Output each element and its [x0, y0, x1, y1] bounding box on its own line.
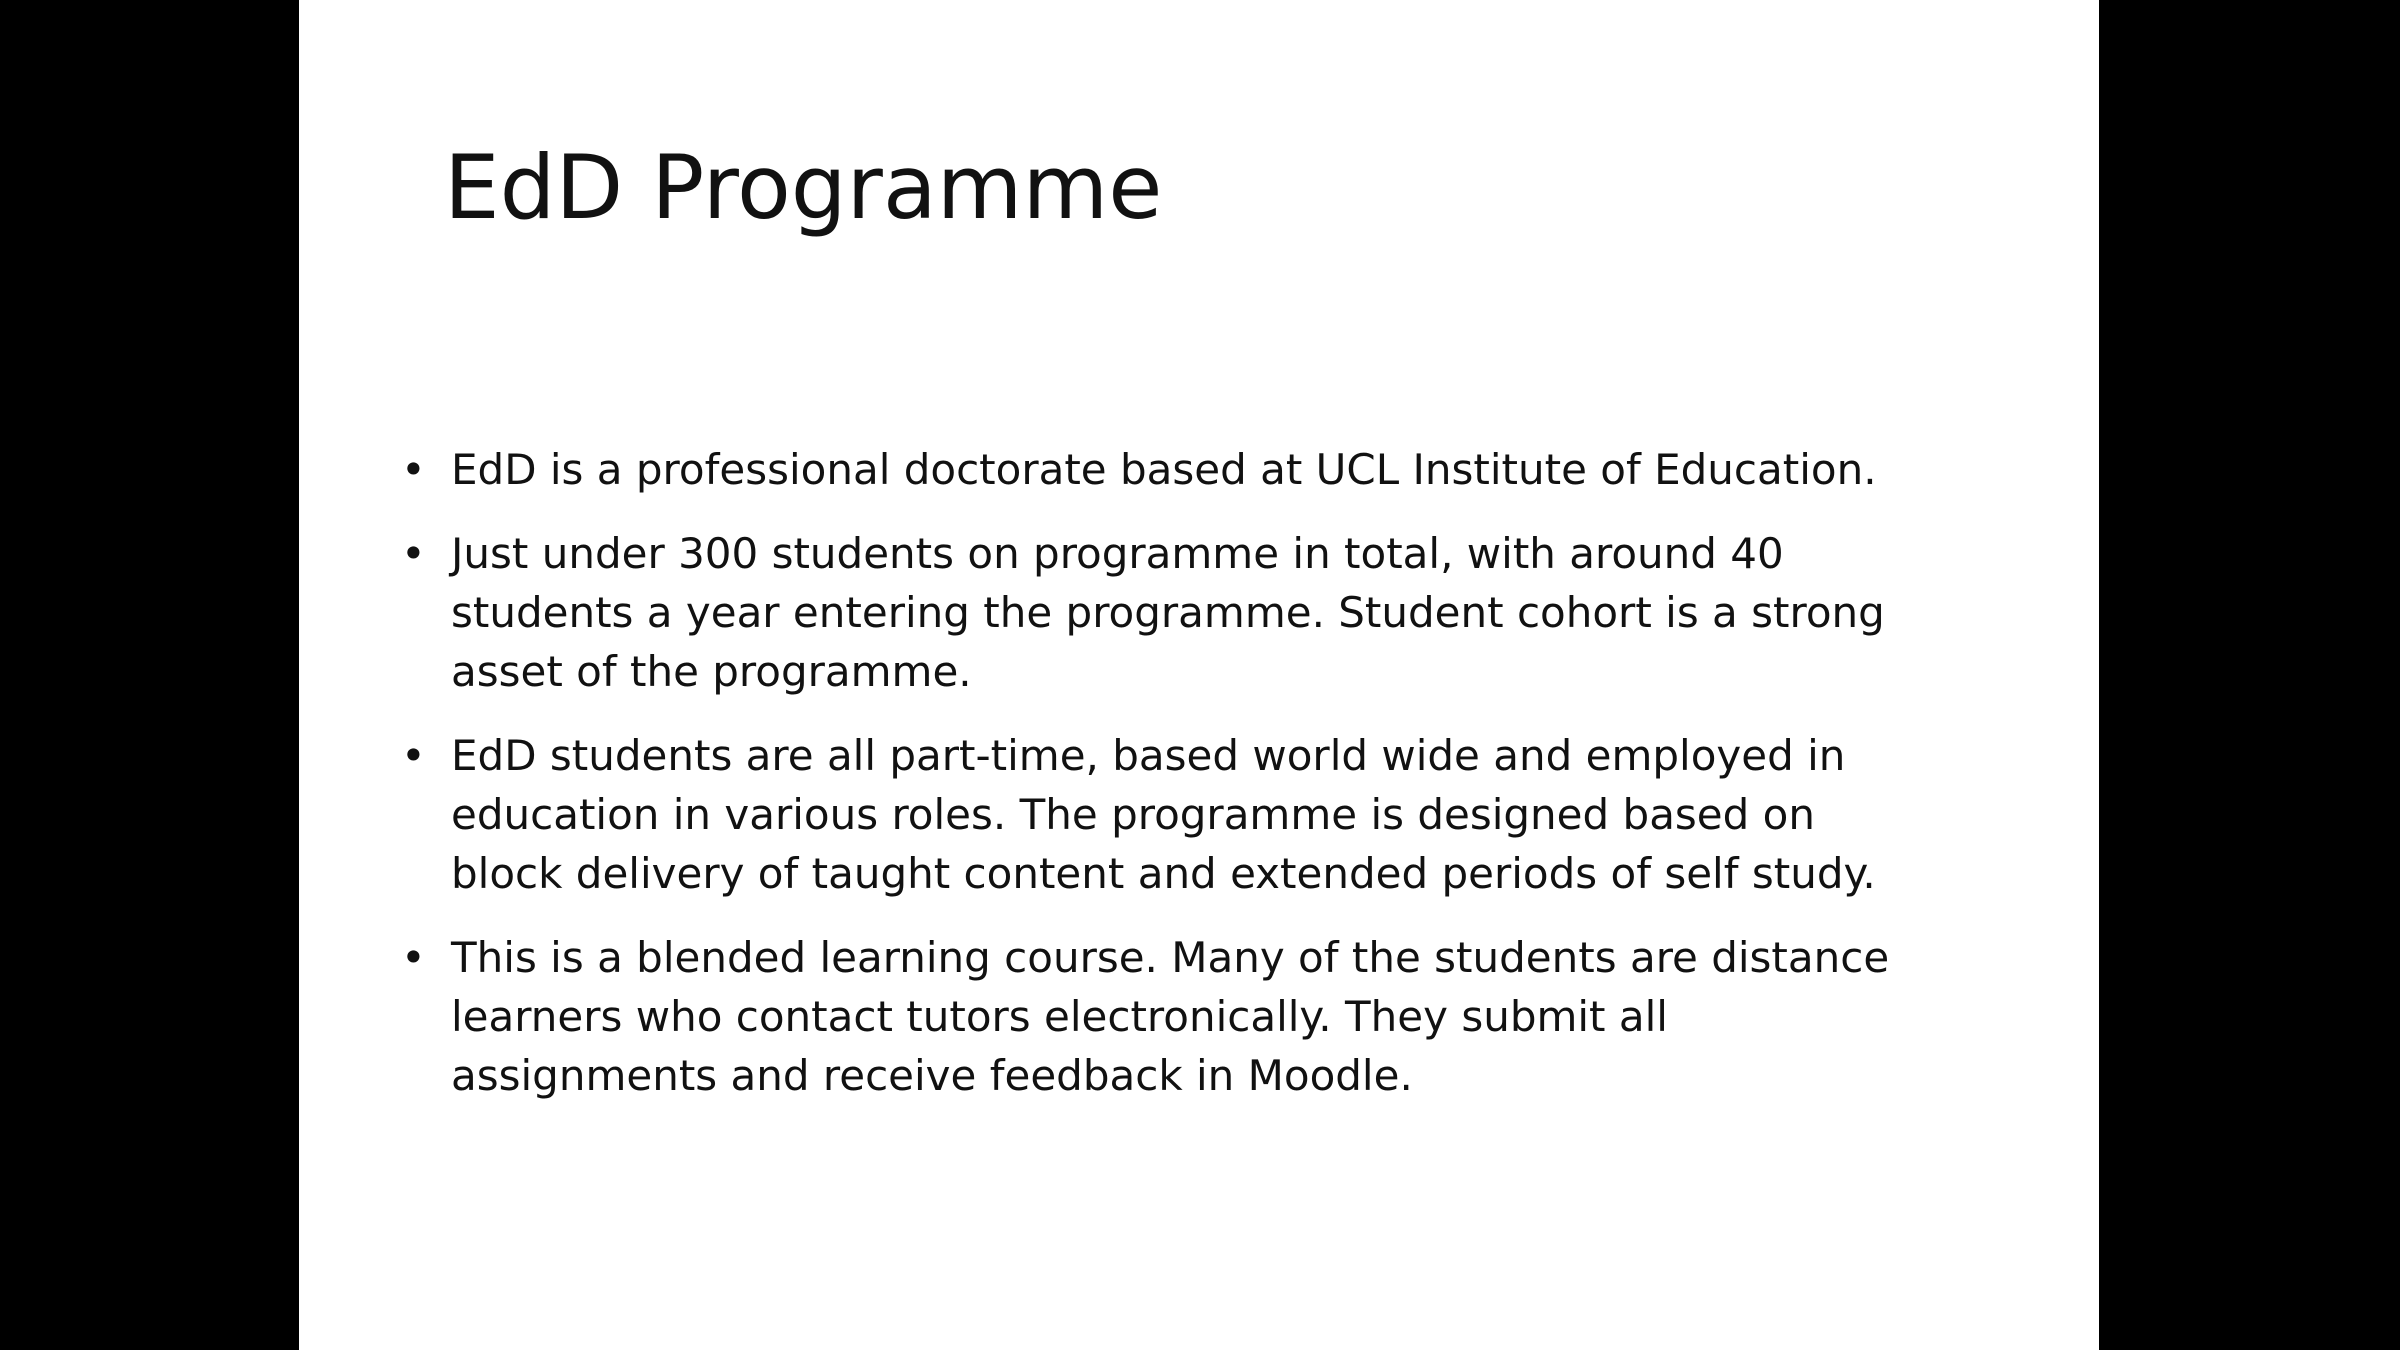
bullet-item [401, 726, 2001, 903]
bullet-icon: • [401, 731, 426, 780]
bullet-list [401, 440, 2001, 1130]
bullet-text: EdD is a professional doctorate based at UCL Institute of Education. [451, 445, 1877, 494]
bullet-item [401, 524, 2001, 701]
bullet-icon: • [401, 933, 426, 982]
presentation-slide [299, 0, 2099, 1350]
bullet-text: This is a blended learning course. Many of the students are distance learners who contact tutors electronically. They submit all assignments and receive feedback in Moodle. [451, 933, 1890, 1100]
bullet-icon: • [401, 529, 426, 578]
bullet-icon: • [401, 445, 426, 494]
bullet-text: EdD students are all part-time, based world wide and employed in education in various roles. The programme is designed based on block delivery of taught content and extended periods of self study. [451, 731, 1876, 898]
slide-title: EdD Programme [444, 136, 1163, 239]
bullet-item [401, 928, 2001, 1105]
bullet-item [401, 440, 2001, 499]
bullet-text: Just under 300 students on programme in total, with around 40 students a year entering the programme. Student cohort is a strong asset of the programme. [451, 529, 1885, 696]
